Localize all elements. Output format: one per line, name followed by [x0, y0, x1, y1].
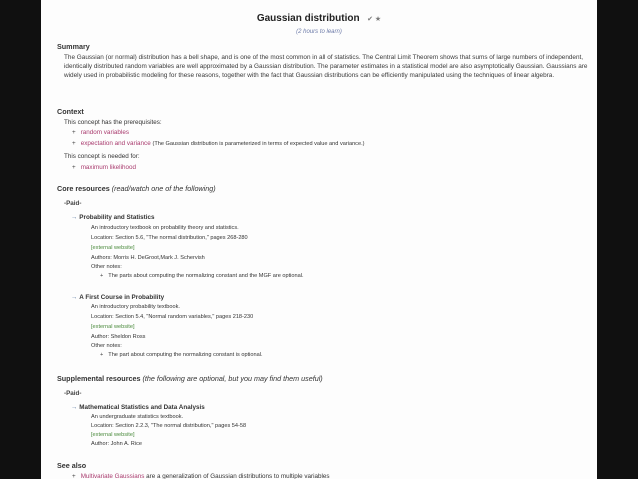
resource-title[interactable]: → Mathematical Statistics and Data Analysis	[71, 404, 205, 411]
resource-location: Location: Section 2.2.3, "The normal distribution," pages 54-58	[91, 423, 247, 429]
resource-authors: Author: Sheldon Ross	[91, 334, 146, 340]
check-circle-icon[interactable]: ✔	[367, 16, 373, 23]
list-item: + random variables	[72, 129, 129, 136]
other-note: + The part about computing the normalizing constant is optional.	[100, 352, 263, 358]
page-title: Gaussian distribution	[256, 13, 360, 24]
list-item: + expectation and variance (The Gaussian distribution is parameterized in terms of expected value and variance.)	[72, 140, 365, 147]
prereq-intro: This concept has the prerequisites:	[64, 119, 162, 126]
title-row	[41, 8, 597, 26]
see-also-link-multivariate-gaussians[interactable]: Multivariate Gaussians	[80, 473, 145, 479]
paid-label: -Paid-	[64, 390, 82, 397]
supplemental-heading: Supplemental resources (the following are optional, but you may find them useful)	[57, 374, 323, 383]
resource-location: Location: Section 5.6, "The normal distribution," pages 268-280	[91, 235, 248, 241]
see-also-heading: See also	[57, 461, 87, 470]
paid-label: -Paid-	[64, 200, 82, 207]
core-resources-heading: Core resources (read/watch one of the following)	[57, 184, 216, 193]
needed-intro: This concept is needed for:	[64, 153, 140, 160]
resource-title[interactable]: → A First Course in Probability	[71, 294, 165, 301]
resource-authors: Author: John A. Rice	[91, 441, 142, 447]
other-note: + The parts about computing the normalizing constant and the MGF are optional.	[100, 273, 304, 279]
resource-location: Location: Section 5.4, "Normal random variables," pages 218-230	[91, 314, 254, 320]
other-notes-label: Other notes:	[91, 343, 122, 349]
list-item: + maximum likelihood	[72, 164, 136, 171]
resource-desc: An introductory probability textbook.	[91, 304, 180, 310]
summary-text: The Gaussian (or normal) distribution has a bell shape, and is one of the most common in all of statistics. The Central Limit Theorem shows that sums of large numbers of independent, identically distributed random variables are well approximated by a Gaussian distribution. The parameter estimates in a statistical model are also asymptotically Gaussian. Gaussians are widely used in probabilistic modeling for these reasons, together with the fact that Gaussian distributions can be efficiently manipulated using the techniques of linear algebra.	[64, 54, 588, 80]
prereq-link-expectation-variance[interactable]: expectation and variance	[80, 140, 151, 147]
resource-title[interactable]: → Probability and Statistics	[71, 214, 155, 221]
context-heading: Context	[57, 107, 84, 116]
resource-authors: Authors: Morris H. DeGroot,Mark J. Schervish	[91, 255, 205, 261]
resource-desc: An introductory textbook on probability theory and statistics.	[91, 225, 239, 231]
prereq-link-random-variables[interactable]: random variables	[80, 129, 129, 136]
concept-page	[41, 0, 597, 479]
resource-desc: An undergraduate statistics textbook.	[91, 414, 184, 420]
needed-link-maximum-likelihood[interactable]: maximum likelihood	[80, 164, 136, 171]
time-estimate: (2 hours to learn)	[296, 29, 342, 35]
list-item: + Multivariate Gaussians are a generalization of Gaussian distributions to multiple variables	[72, 473, 330, 479]
prereq-note: (The Gaussian distribution is parameterized in terms of expected value and variance.)	[152, 141, 365, 147]
star-icon[interactable]: ★	[374, 16, 382, 23]
external-website-link[interactable]: [external website]	[91, 245, 135, 251]
other-notes-label: Other notes:	[91, 264, 122, 270]
external-website-link[interactable]: [external website]	[91, 324, 135, 330]
external-website-link[interactable]: [external website]	[91, 432, 135, 438]
summary-heading: Summary	[57, 42, 90, 51]
